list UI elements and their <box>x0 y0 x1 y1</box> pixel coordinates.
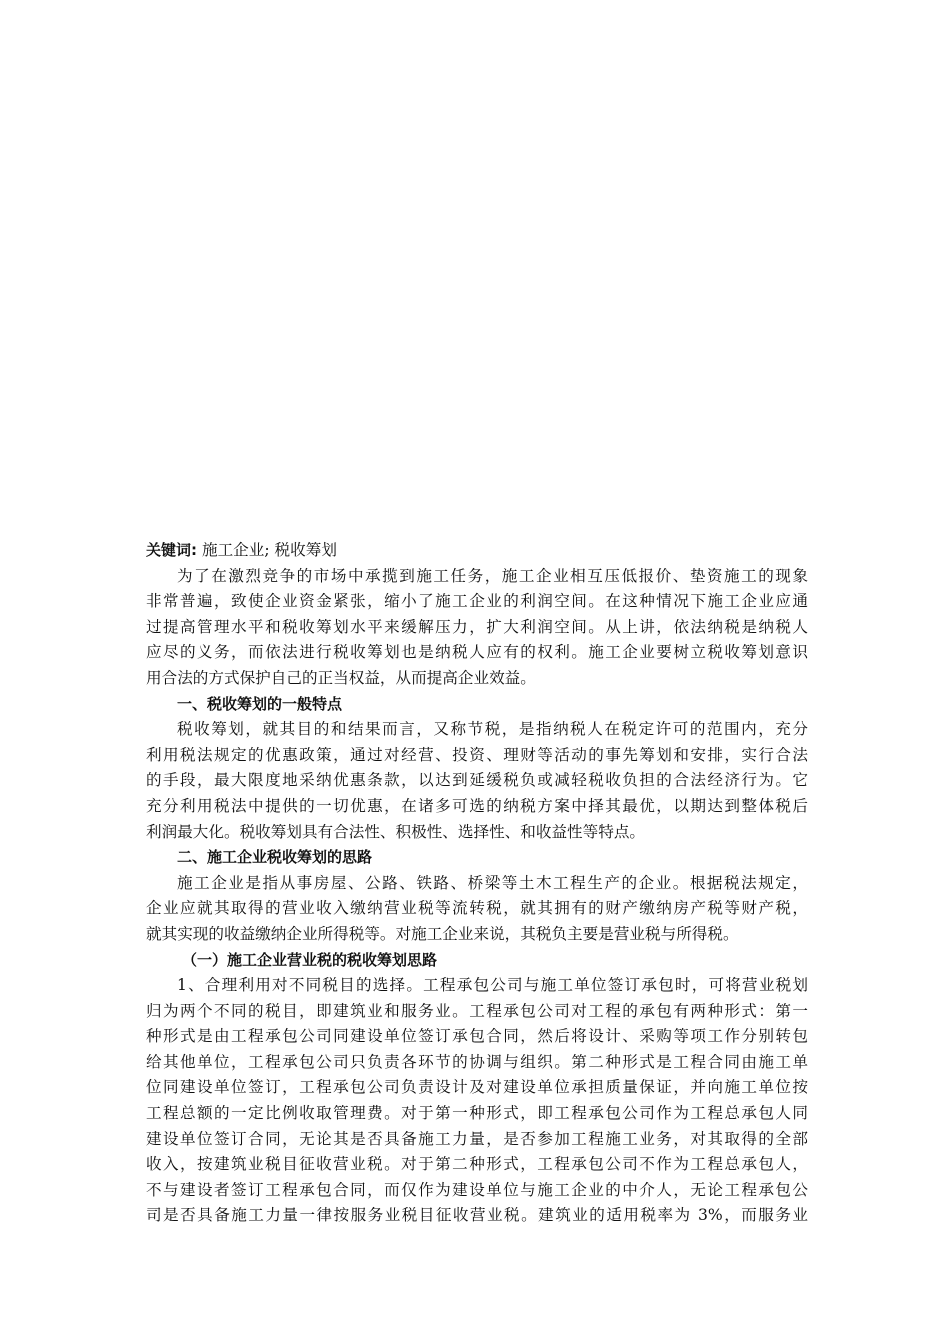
paragraph-line: 过提高管理水平和税收筹划水平来缓解压力，扩大利润空间。从上讲，依法纳税是纳税人 <box>146 617 808 636</box>
subsection-heading-1: （一）施工企业营业税的税收筹划思路 <box>182 950 438 969</box>
paragraph-line: 归为两个不同的税目，即建筑业和服务业。工程承包公司对工程的承包有两种形式：第一 <box>146 1001 808 1020</box>
paragraph-line: 企业应就其取得的营业收入缴纳营业税等流转税，就其拥有的财产缴纳房产税等财产税， <box>146 899 808 918</box>
intro-paragraph <box>146 564 808 692</box>
paragraph-line: 应尽的义务，而依法进行税收筹划也是纳税人应有的权利。施工企业要树立税收筹划意识 <box>146 643 808 662</box>
paragraph-line: 就其实现的收益缴纳企业所得税等。对施工企业来说，其税负主要是营业税与所得税。 <box>146 924 739 943</box>
paragraph-line: 的手段，最大限度地采纳优惠条款，以达到延缓税负或减轻税收负担的合法经济行为。它 <box>146 771 808 790</box>
paragraph-line: 施工企业是指从事房屋、公路、铁路、桥梁等土木工程生产的企业。根据税法规定， <box>177 873 808 892</box>
paragraph-line: 给其他单位，工程承包公司只负责各环节的协调与组织。第二种形式是工程合同由施工单 <box>146 1052 808 1071</box>
paragraph-line: 利用税法规定的优惠政策，通过对经营、投资、理财等活动的事先筹划和安排，实行合法 <box>146 745 808 764</box>
paragraph-line: 种形式是由工程承包公司同建设单位签订承包合同，然后将设计、采购等项工作分别转包 <box>146 1027 808 1046</box>
paragraph-line: 位同建设单位签订，工程承包公司负责设计及对建设单位承担质量保证，并向施工单位按 <box>146 1078 808 1097</box>
paragraph-line: 工程总额的一定比例收取管理费。对于第一种形式，即工程承包公司作为工程总承包人同 <box>146 1104 808 1123</box>
keywords-value: 施工企业; 税收筹划 <box>201 541 337 559</box>
paragraph-line: 利润最大化。税收筹划具有合法性、积极性、选择性、和收益性等特点。 <box>146 822 646 841</box>
keywords-label: 关键词: <box>146 541 197 559</box>
paragraph-line: 司是否具备施工力量一律按服务业税目征收营业税。建筑业的适用税率为 3%，而服务业 <box>146 1206 808 1225</box>
paragraph-line: 1、合理利用对不同税目的选择。工程承包公司与施工单位签订承包时，可将营业税划 <box>177 976 808 995</box>
document-body <box>146 538 808 1229</box>
paragraph-line: 不与建设者签订工程承包合同，而仅作为建设单位与施工企业的中介人，无论工程承包公 <box>146 1180 808 1199</box>
paragraph-line: 建设单位签订合同，无论其是否具备施工力量，是否参加工程施工业务，对其取得的全部 <box>146 1129 808 1148</box>
paragraph-line: 充分利用税法中提供的一切优惠，在诸多可选的纳税方案中择其最优，以期达到整体税后 <box>146 796 808 815</box>
paragraph-line: 收入，按建筑业税目征收营业税。对于第二种形式，工程承包公司不作为工程总承包人， <box>146 1155 808 1174</box>
subsection1-paragraph <box>146 973 808 1229</box>
paragraph-line: 为了在激烈竞争的市场中承揽到施工任务，施工企业相互压低报价、垫资施工的现象 <box>177 566 808 585</box>
section-heading-2: 二、施工企业税收筹划的思路 <box>177 848 373 867</box>
section-heading-1: 一、税收筹划的一般特点 <box>177 694 343 713</box>
paragraph-line: 非常普遍，致使企业资金紧张，缩小了施工企业的利润空间。在这种情况下施工企业应通 <box>146 592 808 611</box>
section2-paragraph <box>146 871 808 948</box>
keywords-line <box>146 538 808 564</box>
paragraph-line: 用合法的方式保护自己的正当权益，从而提高企业效益。 <box>146 668 536 687</box>
section1-paragraph <box>146 717 808 845</box>
paragraph-line: 税收筹划，就其目的和结果而言，又称节税，是指纳税人在税定许可的范围内，充分 <box>177 720 808 739</box>
